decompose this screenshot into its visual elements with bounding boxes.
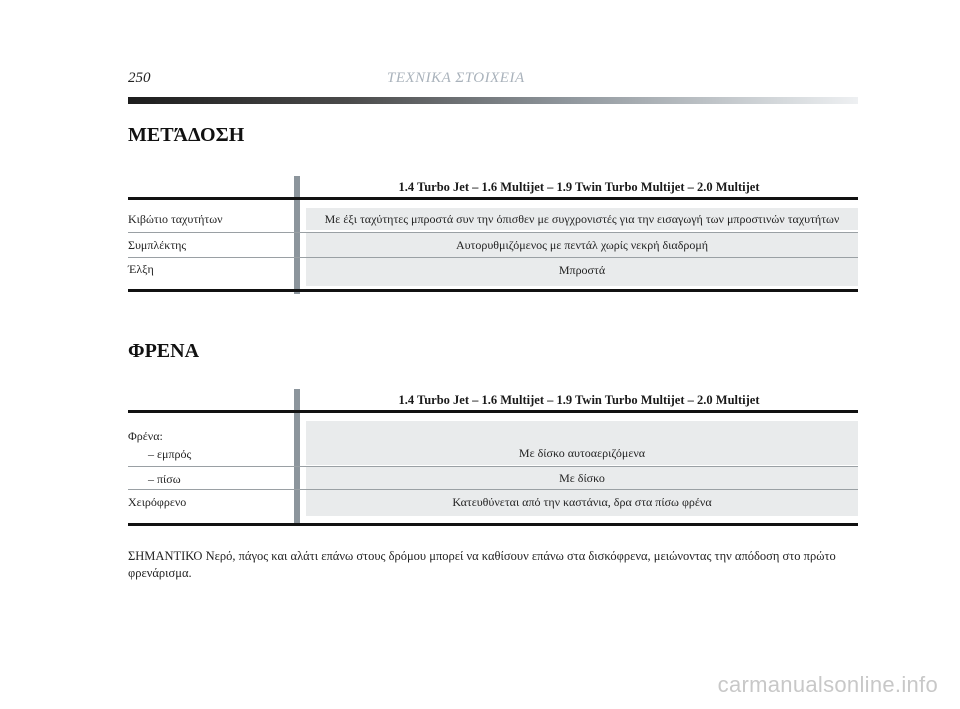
header-rule [128, 97, 858, 104]
row-value: Με έξι ταχύτητες μπροστά συν την όπισθεν με συγχρονιστές για την εισαγωγή των μπροστινών ταχυτήτων [306, 208, 858, 230]
row-value: Αυτορυθμιζόμενος με πεντάλ χωρίς νεκρή διαδρομή [306, 233, 858, 257]
section-title-brakes: ΦΡΕΝΑ [128, 340, 200, 362]
row-value: Κατευθύνεται από την καστάνια, δρα στα πίσω φρένα [306, 490, 858, 516]
table-row [128, 258, 858, 288]
row-label: Έλξη [128, 262, 154, 276]
table-row [128, 490, 858, 518]
table-column-header: 1.4 Turbo Jet – 1.6 Multijet – 1.9 Twin Turbo Multijet – 2.0 Multijet [398, 393, 760, 407]
table-row [128, 421, 858, 465]
brakes-table [128, 389, 858, 529]
table-header-rule [128, 410, 858, 413]
page-number: 250 [128, 70, 151, 86]
row-label: – εμπρός [148, 447, 192, 461]
table-bottom-rule [128, 523, 858, 526]
running-head: ΤΕΧΝΙΚΑ ΣΤΟΙΧΕΙΑ [387, 70, 525, 86]
transmission-table [128, 176, 858, 294]
row-value: Με δίσκο [306, 467, 858, 489]
watermark: carmanualsonline.info [717, 672, 938, 697]
table-header-rule [128, 197, 858, 200]
table-row [128, 233, 858, 257]
group-label: Φρένα: [128, 429, 163, 443]
table-row [128, 467, 858, 489]
row-label: Χειρόφρενο [128, 495, 187, 509]
row-value: Μπροστά [306, 258, 858, 286]
important-note: ΣΗΜΑΝΤΙΚΟ Νερό, πάγος και αλάτι επάνω στους δρόμου μπορεί να καθίσουν επάνω στα δισκόφρενα, μειώνοντας την απόδοση στο πρώτο φρενάρισμα. [128, 549, 836, 580]
row-value: Με δίσκο αυτοαεριζόμενα [306, 421, 858, 465]
table-column-header: 1.4 Turbo Jet – 1.6 Multijet – 1.9 Twin Turbo Multijet – 2.0 Multijet [398, 180, 760, 194]
section-title-transmission: ΜΕΤΆΔΟΣΗ [128, 124, 245, 146]
row-label: Συμπλέκτης [128, 238, 187, 252]
table-row [128, 206, 858, 232]
row-label: Κιβώτιο ταχυτήτων [128, 212, 223, 226]
table-bottom-rule [128, 289, 858, 292]
row-label: – πίσω [148, 472, 181, 486]
